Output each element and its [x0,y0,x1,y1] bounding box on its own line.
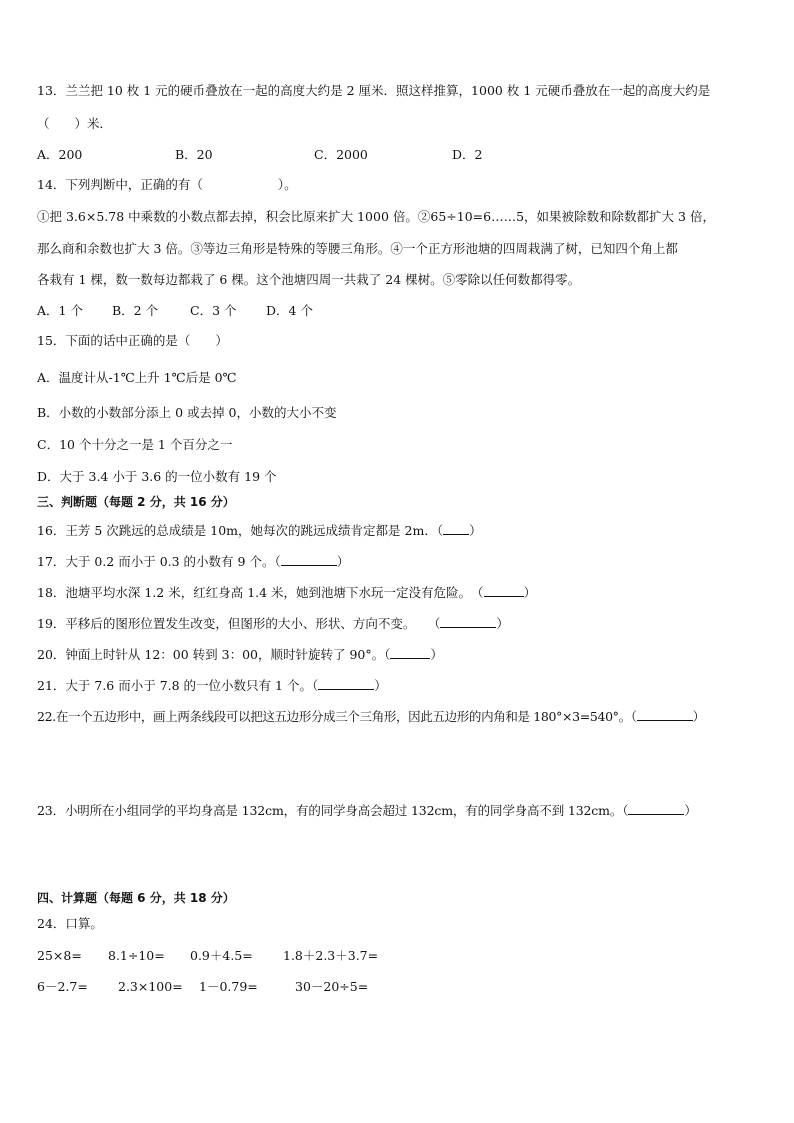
q18-close: ） [523,585,537,600]
q14-option-d: D．4 个 [266,303,313,318]
q16-text: 16．王芳 5 次跳远的总成绩是 10m，她每次的跳远成绩肯定都是 2m．（ [37,523,444,538]
q20-answer-blank[interactable] [390,646,430,659]
q22-line [37,708,705,725]
q20-text: 20．钟面上时针从 12：00 转到 3：00，顺时针旋转了 90°。（ [37,647,391,662]
calc-item: 1－0.79= [199,979,258,994]
q13-option-d: D．2 [452,147,483,162]
q22-text: 22.在一个五边形中，画上两条线段可以把这五边形分成三个三角形，因此五边形的内角和是 180°×3=540°。（ [37,709,637,724]
q23-answer-blank[interactable] [628,802,684,815]
q18-line [37,584,536,601]
q18-answer-blank[interactable] [484,584,524,597]
q21-answer-blank[interactable] [318,677,374,690]
section-3-heading: 三、判断题（每题 2 分，共 16 分） [37,495,235,509]
q23-line [37,802,697,819]
q13-option-c: C．2000 [314,147,368,162]
q14-line2: 那么商和余数也扩大 3 倍。③等边三角形是特殊的等腰三角形。④一个正方形池塘的四周栽满了树，已知四个角上都 [37,241,678,256]
q23-text: 23．小明所在小组同学的平均身高是 132cm，有的同学身高会超过 132cm，有的同学身高不到 132cm。（ [37,803,629,818]
q19-line [37,615,509,632]
q14-line1: ①把 3.6×5.78 中乘数的小数点都去掉，积会比原来扩大 1000 倍。②65÷10=6……5，如果被除数和除数都扩大 3 倍， [37,209,715,224]
q14-option-c: C．3 个 [190,303,237,318]
calc-item: 25×8= [37,948,82,963]
q19-close: ） [496,616,509,631]
calc-item: 1.8＋2.3＋3.7= [283,948,379,963]
q15-option-c: C．10 个十分之一是 1 个百分之一 [37,437,233,452]
calc-item: 6－2.7= [37,979,88,994]
q15-option-d: D．大于 3.4 小于 3.6 的一位小数有 19 个 [37,469,277,484]
q21-text: 21．大于 7.6 而小于 7.8 的一位小数只有 1 个。（ [37,678,319,693]
q20-close: ） [430,647,443,662]
q22-close: ） [692,709,705,724]
q14-line3: 各栽有 1 棵，数一数每边都栽了 6 棵。这个池塘四周一共栽了 24 棵树。⑤零除以任何数都得零。 [37,272,581,287]
q14-option-a: A．1 个 [37,303,83,318]
q17-close: ） [336,554,350,569]
q19-text: 19．平移后的图形位置发生改变，但图形的大小、形状、方向不变。 （ [37,616,441,631]
section-4-heading: 四、计算题（每题 6 分，共 18 分） [37,891,235,905]
q13-line1: 13．兰兰把 10 枚 1 元的硬币叠放在一起的高度大约是 2 厘米．照这样推算，1000 枚 1 元硬币叠放在一起的高度大约是 [37,83,711,98]
calc-item: 2.3×100= [118,979,183,994]
q24-stem: 24．口算。 [37,916,103,931]
calc-item: 0.9＋4.5= [190,948,253,963]
q14-stem: 14．下列判断中，正确的有（ ）。 [37,177,297,192]
q15-stem: 15．下面的话中正确的是（ ） [37,333,228,348]
q16-close: ） [469,523,482,538]
q21-line [37,677,387,694]
q13-option-b: B．20 [175,147,213,162]
q18-text: 18．池塘平均水深 1.2 米，红红身高 1.4 米，她到池塘下水玩一定没有危险。 （ [37,585,484,600]
q15-option-b: B．小数的小数部分添上 0 或去掉 0，小数的大小不变 [37,405,337,420]
q16-answer-blank[interactable] [443,522,469,535]
q17-answer-blank[interactable] [281,553,337,566]
q23-close: ） [684,803,697,818]
q13-line2: （ ）米． [37,116,113,131]
q13-option-a: A．200 [37,147,83,162]
q15-option-a: A．温度计从-1℃上升 1℃后是 0℃ [37,370,237,385]
q17-line [37,553,349,570]
calc-item: 30－20÷5= [295,979,369,994]
calc-item: 8.1÷10= [108,948,165,963]
q21-close: ） [374,678,387,693]
q14-option-b: B．2 个 [112,303,159,318]
q22-answer-blank[interactable] [637,708,693,721]
q16-line [37,522,482,539]
q20-line [37,646,443,663]
q17-text: 17．大于 0.2 而小于 0.3 的小数有 9 个。（ [37,554,281,569]
q19-answer-blank[interactable] [440,615,496,628]
